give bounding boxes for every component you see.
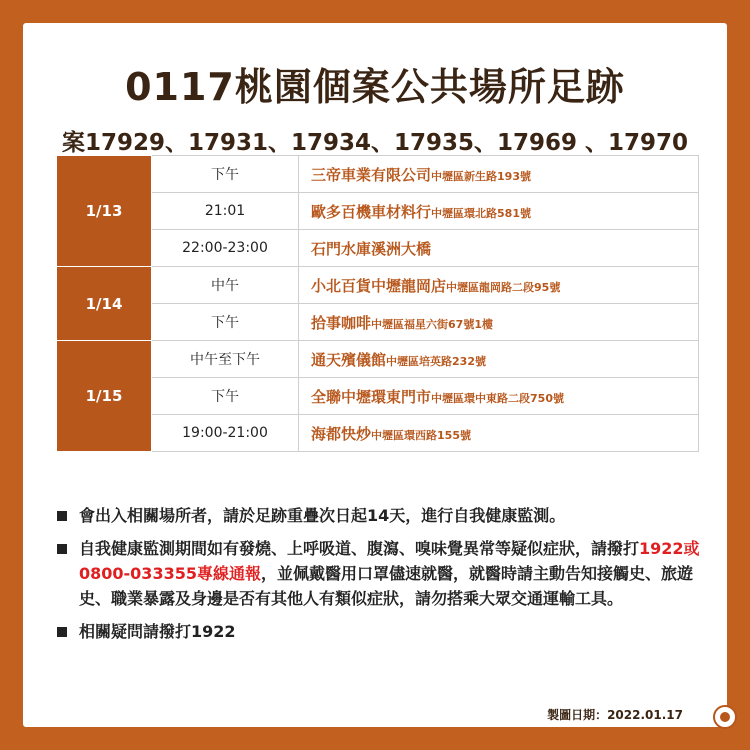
date-cell: 1/15 (57, 341, 152, 452)
place-name: 通天殯儀館 (311, 350, 387, 369)
time-cell: 21:01 (152, 193, 299, 230)
poster-panel (23, 23, 727, 727)
notice-text: 相關疑問請撥打1922 (79, 622, 236, 641)
place-cell (299, 415, 699, 452)
place-cell (299, 267, 699, 304)
notice-list (57, 503, 707, 652)
date-cell: 1/13 (57, 156, 152, 267)
table-row (57, 230, 699, 267)
place-name: 海都快炒 (311, 424, 372, 443)
notice-item (57, 619, 707, 644)
place-address: 中壢區龍岡路二段95號 (446, 280, 561, 294)
table-row (57, 341, 699, 378)
page-title: 0117桃園個案公共場所足跡 (125, 65, 625, 109)
table-row (57, 267, 699, 304)
place-cell (299, 378, 699, 415)
square-bullet-icon (57, 511, 67, 521)
place-name: 三帝車業有限公司 (311, 165, 432, 184)
place-name: 拾事咖啡 (311, 313, 372, 332)
notice-text (79, 536, 707, 611)
table-row (57, 304, 699, 341)
square-bullet-icon (57, 544, 67, 554)
seal-logo-icon (713, 705, 737, 729)
time-cell: 中午至下午 (152, 341, 299, 378)
place-address: 中壢區環西路155號 (371, 428, 471, 442)
footprint-table (56, 155, 699, 452)
place-address: 中壢區環北路581號 (431, 206, 531, 220)
place-name: 全聯中壢環東門市 (311, 387, 432, 406)
table-row (57, 193, 699, 230)
time-cell: 19:00-21:00 (152, 415, 299, 452)
table-row (57, 415, 699, 452)
place-address: 中壢區環中東路二段750號 (431, 391, 564, 405)
place-cell (299, 230, 699, 267)
place-address: 中壢區培英路232號 (386, 354, 486, 368)
table-row (57, 378, 699, 415)
square-bullet-icon (57, 627, 67, 637)
place-cell (299, 341, 699, 378)
created-date: 製圖日期：2022.01.17 (547, 708, 683, 722)
hotline-text: 1922或0800-033355專線通報 (79, 539, 700, 583)
time-cell: 22:00-23:00 (152, 230, 299, 267)
time-cell: 下午 (152, 378, 299, 415)
date-cell: 1/14 (57, 267, 152, 341)
notice-text-part: 自我健康監測期間如有發燒、上呼吸道、腹瀉、嗅味覺異常等疑似症狀，請撥打 (79, 539, 640, 558)
place-cell (299, 304, 699, 341)
place-cell (299, 193, 699, 230)
table-row (57, 156, 699, 193)
place-address: 中壢區新生路193號 (431, 169, 531, 183)
notice-text-part: ，並佩戴醫用口罩儘速就醫，就醫時請主動告知接觸史、旅遊史、職業暴露及身邊是否有其他人有類似症狀，請勿搭乘大眾交通運輸工具。 (79, 564, 693, 608)
notice-text: 會出入相關場所者，請於足跡重疊次日起14天，進行自我健康監測。 (79, 506, 566, 525)
time-cell: 下午 (152, 156, 299, 193)
time-cell: 中午 (152, 267, 299, 304)
time-cell: 下午 (152, 304, 299, 341)
place-name: 小北百貨中壢龍岡店 (311, 276, 447, 295)
place-name: 歐多百機車材料行 (311, 202, 432, 221)
notice-item (57, 536, 707, 611)
notice-item (57, 503, 707, 528)
case-numbers: 案17929、17931、17934、17935、17969 、17970 (61, 130, 689, 156)
place-address: 中壢區福星六街67號1樓 (371, 317, 493, 331)
place-name: 石門水庫溪洲大橋 (311, 239, 432, 258)
place-cell (299, 156, 699, 193)
